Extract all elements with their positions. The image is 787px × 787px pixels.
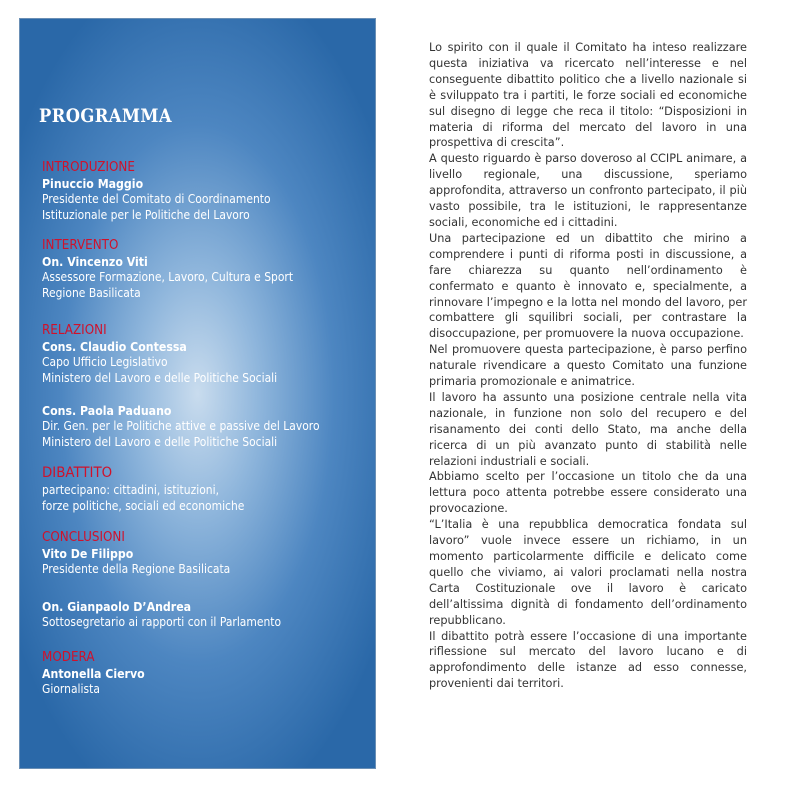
speaker-role: Sottosegretario ai rapporti con il Parlamento (42, 614, 282, 629)
speaker-name: On. Vincenzo Viti (42, 254, 148, 269)
section-relazioni-2 (42, 403, 372, 449)
section-conclusioni (42, 530, 372, 577)
section-dibattito (42, 465, 372, 513)
section-heading: INTRODUZIONE (42, 160, 135, 175)
paragraph: Il dibattito potrà essere l’occasione di una importante riflessione sul mercato del lavoro lucano e di approfondimento delle istanze ad esso connesse, provenienti dai territori. (429, 629, 747, 691)
paragraph: Nel promuovere questa partecipazione, è parso perfino naturale rivendicare a questo Comitato una funzione primaria promozionale e animatrice. (429, 343, 747, 389)
paragraph: A questo riguardo è parso doveroso al CCIPL animare, a livello regionale, una discussione, speriamo approfondita, attraverso un confronto partecipato, il più vasto possibile, tra le istituzioni, le rappresentanze sociali, economiche ed i cittadini. (429, 152, 747, 229)
paragraph: Il lavoro ha assunto una posizione centrale nella vita nazionale, in funzione non solo del recupero e del risanamento dei conti dello Stato, ma anche della ricerca di un più avanzato punto di stabilità nelle relazioni industriali e sociali. (429, 390, 747, 468)
section-conclusioni-2 (42, 599, 372, 630)
speaker-name: Cons. Paola Paduano (42, 403, 172, 418)
section-relazioni (42, 323, 372, 385)
paragraph: “L’Italia è una repubblica democratica fondata sul lavoro” vuole invece essere un richiamo, in un momento particolarmente difficile e delicato come quello che viviamo, ai valori proclamati nella nostra Carta Costituzionale ove il lavoro è caricato dell’altissima dignità di fondamento dell’ordinamento repubblicano. (429, 518, 747, 627)
paragraph: Lo spirito con il quale il Comitato ha inteso realizzare questa iniziativa va ricercato nell’interesse e nel conseguente dibattito politico che a livello nazionale si è sviluppato tra i partiti, le forze sociali ed economiche sul disegno di legge che reca il titolo: “Disposizioni in materia di riforma del mercato del lavoro in una prospettiva di crescita”. (429, 41, 747, 150)
speaker-name: On. Gianpaolo D’Andrea (42, 599, 192, 614)
speaker-name: Vito De Filippo (42, 546, 134, 561)
section-heading: RELAZIONI (42, 323, 107, 338)
section-heading: CONCLUSIONI (42, 530, 125, 545)
speaker-role: Giornalista (42, 681, 100, 696)
paragraph: Abbiamo scelto per l’occasione un titolo che da una lettura poco attenta potrebbe essere considerato una provocazione. (429, 470, 747, 516)
speaker-name: Antonella Ciervo (42, 666, 145, 681)
section-intervento (42, 238, 372, 300)
speaker-role: Regione Basilicata (42, 284, 141, 300)
speaker-role: Ministero del Lavoro e delle Politiche Sociali (42, 433, 278, 449)
section-heading: MODERA (42, 650, 95, 665)
speaker-role: Istituzionale per le Politiche del Lavoro (42, 206, 250, 222)
section-introduzione (42, 160, 372, 222)
program-title: PROGRAMMA (39, 105, 173, 127)
speaker-role: Assessore Formazione, Lavoro, Cultura e Sport (42, 269, 294, 284)
speaker-role: Capo Ufficio Legislativo (42, 354, 168, 369)
section-text: forze politiche, sociali ed economiche (42, 497, 245, 513)
section-text: partecipano: cittadini, istituzioni, (42, 482, 219, 497)
speaker-name: Cons. Claudio Contessa (42, 339, 187, 354)
section-modera (42, 650, 372, 697)
section-heading: INTERVENTO (42, 238, 119, 253)
section-heading: DIBATTITO (42, 465, 113, 481)
speaker-role: Dir. Gen. per le Politiche attive e passive del Lavoro (42, 418, 320, 433)
speaker-role: Presidente del Comitato di Coordinamento (42, 191, 271, 206)
paragraph: Una partecipazione ed un dibattito che mirino a comprendere i punti di riforma posti in discussione, a fare chiarezza su quanto nell’ordinamento è confermato e quanto è innovato e, specialmente, a rinnovare l’impegno e la lotta nel mondo del lavoro, per combattere gli squilibri sociali, per contrastare la disoccupazione, per promuovere la nuova occupazione. (429, 231, 747, 341)
body-text (429, 40, 747, 692)
speaker-name: Pinuccio Maggio (42, 176, 144, 191)
speaker-role: Ministero del Lavoro e delle Politiche Sociali (42, 369, 278, 385)
speaker-role: Presidente della Regione Basilicata (42, 561, 231, 576)
